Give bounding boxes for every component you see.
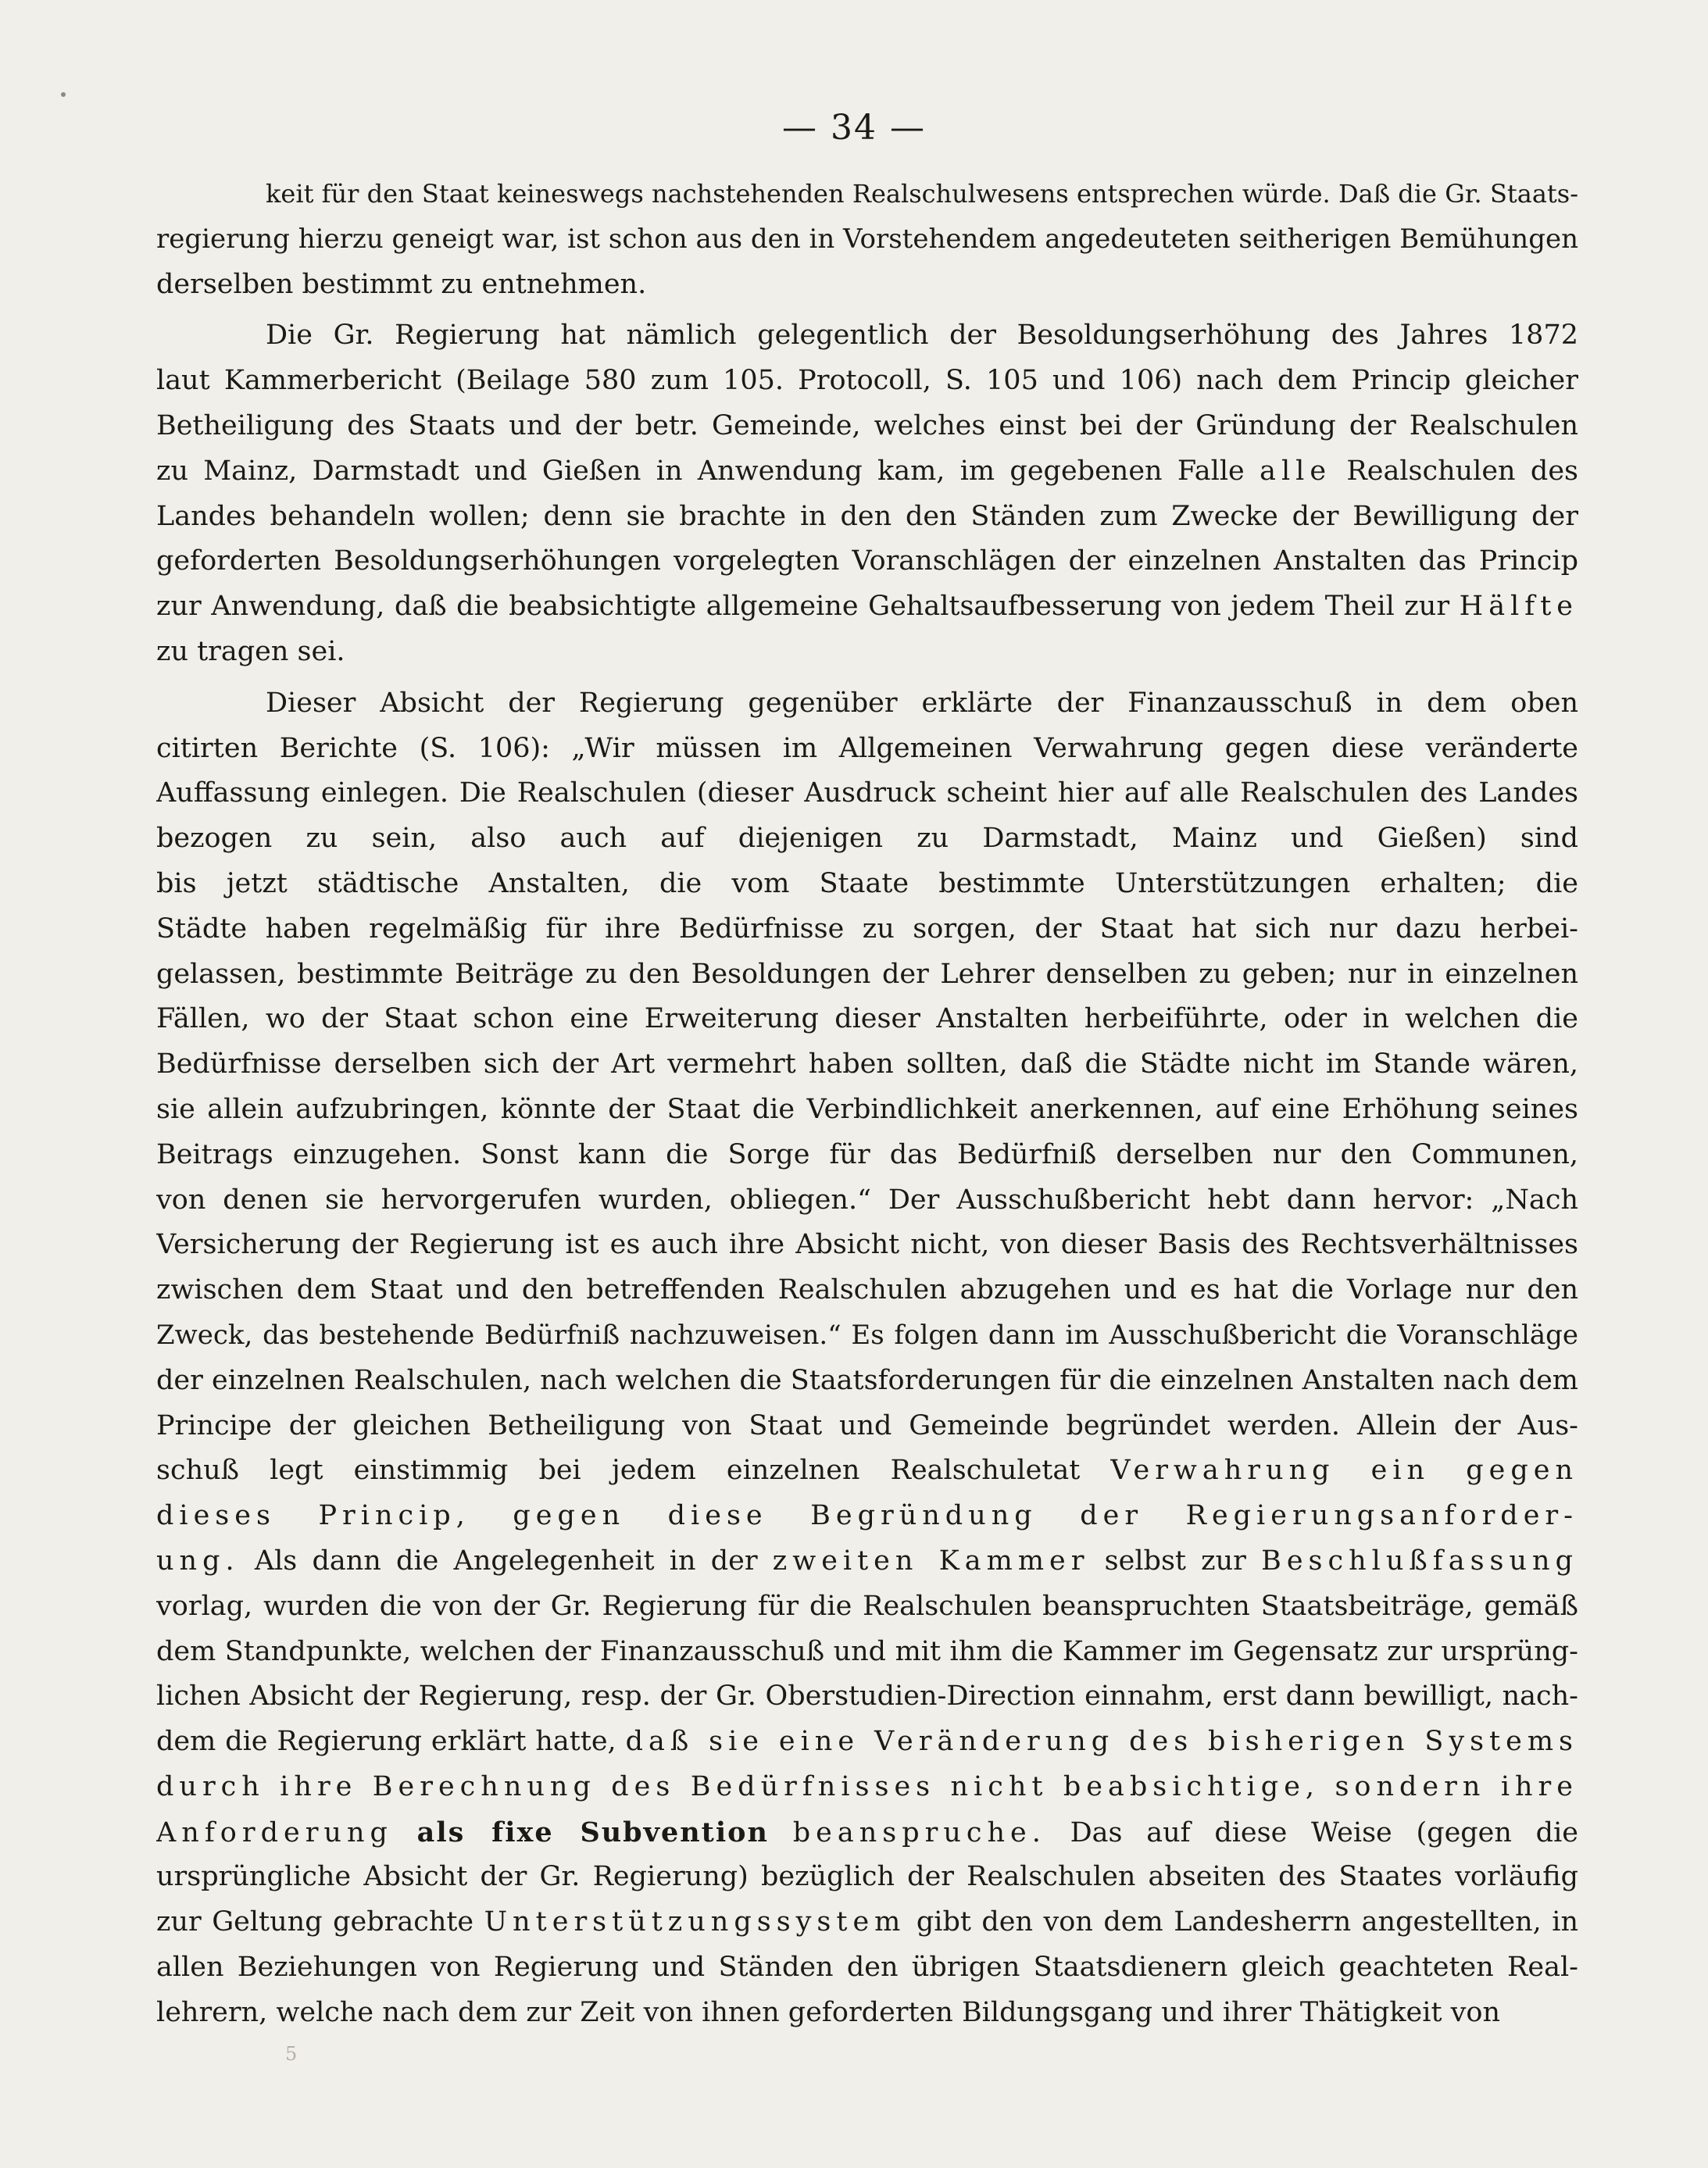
- spaced-emphasis: ung.: [156, 1545, 240, 1577]
- text-line: [156, 1630, 1578, 1675]
- text-line: [156, 1268, 1578, 1313]
- body-text: [156, 172, 1578, 2036]
- text-line: [156, 1539, 1578, 1584]
- text-line: [156, 1223, 1578, 1268]
- text-line: [156, 862, 1578, 907]
- text-line: [156, 263, 1578, 308]
- text-line: [156, 584, 1578, 630]
- text-line: [156, 771, 1578, 816]
- ink-spot: [61, 92, 66, 97]
- text-segment: dem die Regierung erklärt hatte,: [156, 1726, 626, 1758]
- footer-mark: 5: [285, 2043, 298, 2065]
- text-line: [156, 217, 1578, 263]
- text-line: [156, 1404, 1578, 1449]
- spaced-emphasis: Unterstützungssystem: [484, 1906, 906, 1938]
- spaced-emphasis: Verwahrung ein gegen: [1110, 1455, 1578, 1487]
- text-segment: zwischen dem Staat und den betreffenden Realschulen abzugehen und es hat die Vorlage nur den: [156, 1274, 1578, 1306]
- text-line: [156, 816, 1578, 862]
- text-segment: [769, 1817, 793, 1848]
- text-line: [156, 952, 1578, 998]
- text-segment: selbst zur: [1089, 1545, 1262, 1577]
- text-line: [156, 1674, 1578, 1720]
- text-segment: Dieser Absicht der Regierung gegenüber erklärte der Finanzausschuß in dem oben: [266, 687, 1578, 719]
- text-line: [156, 1765, 1578, 1810]
- text-line: [156, 681, 1578, 727]
- text-line: [156, 1088, 1578, 1133]
- text-segment: gelassen, bestimmte Beiträge zu den Besoldungen der Lehrer denselben zu geben; nur in einzelnen: [156, 958, 1578, 990]
- text-segment: Städte haben regelmäßig für ihre Bedürfnisse zu sorgen, der Staat hat sich nur dazu herbei-: [156, 913, 1578, 945]
- text-segment: geforderten Besoldungserhöhungen vorgelegten Voranschlägen der einzelnen Anstalten das Princip: [156, 545, 1578, 577]
- text-line: [156, 495, 1578, 540]
- text-segment: bis jetzt städtische Anstalten, die vom Staate bestimmte Unterstützungen erhalten; die: [156, 867, 1578, 899]
- text-segment: zur Geltung gebrachte: [156, 1906, 484, 1938]
- spaced-emphasis: Anforderung: [156, 1816, 393, 1848]
- text-segment: zu tragen sei.: [156, 635, 345, 667]
- text-line: [156, 907, 1578, 952]
- text-segment: citirten Berichte (S. 106): „Wir müssen im Allgemeinen Verwahrung gegen diese veränderte: [156, 732, 1578, 764]
- text-segment: derselben bestimmt zu entnehmen.: [156, 268, 647, 300]
- text-segment: sie allein aufzubringen, könnte der Staat die Verbindlichkeit anerkennen, auf eine Erhöhung seines: [156, 1093, 1578, 1125]
- text-line: [156, 1133, 1578, 1178]
- spaced-emphasis: dieses Princip, gegen diese Begründung der Regierungsanforder-: [156, 1500, 1578, 1532]
- text-segment: zu Mainz, Darmstadt und Gießen in Anwendung kam, im gegebenen Falle: [156, 455, 1260, 487]
- text-line: [156, 1042, 1578, 1088]
- text-line: [156, 404, 1578, 449]
- text-segment: lehrern, welche nach dem zur Zeit von ihnen geforderten Bildungsgang und ihrer Thätigkeit von: [156, 1996, 1501, 2028]
- text-segment: Fällen, wo der Staat schon eine Erweiterung dieser Anstalten herbeiführte, oder in welchen die: [156, 1003, 1578, 1035]
- text-segment: laut Kammerbericht (Beilage 580 zum 105. Protocoll, S. 105 und 106) nach dem Princip gleicher: [156, 365, 1578, 397]
- text-line: [156, 172, 1578, 217]
- text-segment: zur Anwendung, daß die beabsichtigte allgemeine Gehaltsaufbesserung von jedem Theil zur: [156, 591, 1460, 623]
- text-line: [156, 1991, 1578, 2036]
- spaced-emphasis: zweiten Kammer: [772, 1545, 1090, 1577]
- text-segment: vorlag, wurden die von der Gr. Regierung für die Realschulen beanspruchten Staatsbeiträge, gemäß: [156, 1590, 1578, 1622]
- spaced-emphasis: Beschlußfassung: [1261, 1545, 1578, 1577]
- text-line: [156, 313, 1578, 359]
- text-segment: dem Standpunkte, welchen der Finanzausschuß und mit ihm die Kammer im Gegensatz zur ursprüng-: [156, 1635, 1578, 1667]
- text-line: [156, 997, 1578, 1042]
- text-line: [156, 449, 1578, 495]
- text-line: [156, 359, 1578, 404]
- text-segment: Versicherung der Regierung ist es auch ihre Absicht nicht, von dieser Basis des Rechtsverhältnisses: [156, 1229, 1578, 1261]
- text-segment: Als dann die Angelegenheit in der: [239, 1545, 773, 1577]
- text-segment: ursprüngliche Absicht der Gr. Regierung) bezüglich der Realschulen abseiten des Staates vorläufig: [156, 1861, 1578, 1893]
- text-segment: Das auf diese Weise (gegen die: [1045, 1816, 1578, 1848]
- spaced-emphasis: durch ihre Berechnung des Bedürfnisses nicht beabsichtige, sondern ihre: [156, 1770, 1578, 1802]
- text-line: [156, 1855, 1578, 1900]
- text-segment: allen Beziehungen von Regierung und Ständen den übrigen Staatsdienern gleich geachteten Real-: [156, 1952, 1578, 1984]
- text-line: [156, 1494, 1578, 1539]
- text-segment: der einzelnen Realschulen, nach welchen die Staatsforderungen für die einzelnen Anstalten nach dem: [156, 1364, 1578, 1396]
- text-line: [156, 1810, 1578, 1855]
- text-line: [156, 1448, 1578, 1494]
- text-line: [156, 1945, 1578, 1991]
- text-line: [156, 1900, 1578, 1945]
- text-segment: Realschulen des: [1331, 455, 1578, 487]
- spaced-emphasis: daß sie eine Veränderung des bisherigen Systems: [625, 1726, 1578, 1758]
- text-segment: Die Gr. Regierung hat nämlich gelegentlich der Besoldungserhöhung des Jahres 1872: [266, 320, 1578, 352]
- text-segment: Auffassung einlegen. Die Realschulen (dieser Ausdruck scheint hier auf alle Realschulen des Landes: [156, 777, 1578, 809]
- text-line: [156, 727, 1578, 772]
- text-segment: keit für den Staat keineswegs nachstehenden Realschulwesens entsprechen würde. Daß die Gr. Staats-: [266, 179, 1578, 209]
- text-line: [156, 539, 1578, 584]
- text-segment: schuß legt einstimmig bei jedem einzelnen Realschuletat: [156, 1455, 1111, 1487]
- page-number: — 34 —: [782, 108, 926, 148]
- text-segment: von denen sie hervorgerufen wurden, obliegen.“ Der Ausschußbericht hebt dann hervor: „Nach: [156, 1184, 1578, 1216]
- text-line: [156, 1178, 1578, 1223]
- text-segment: Betheiligung des Staats und der betr. Gemeinde, welches einst bei der Gründung der Realschulen: [156, 409, 1578, 441]
- text-segment: bezogen zu sein, also auch auf diejenigen zu Darmstadt, Mainz und Gießen) sind: [156, 823, 1578, 855]
- bold-phrase: als fixe Subvention: [416, 1816, 769, 1848]
- text-segment: Principe der gleichen Betheiligung von Staat und Gemeinde begründet werden. Allein der Aus-: [156, 1409, 1578, 1441]
- text-line: [156, 1359, 1578, 1404]
- text-segment: Landes behandeln wollen; denn sie brachte in den den Ständen zum Zwecke der Bewilligung der: [156, 500, 1578, 532]
- text-line: [156, 1584, 1578, 1630]
- text-line: [156, 1720, 1578, 1765]
- text-segment: lichen Absicht der Regierung, resp. der Gr. Oberstudien-Direction einnahm, erst dann bewilligt, nach-: [156, 1680, 1578, 1713]
- text-segment: Bedürfnisse derselben sich der Art vermehrt haben sollten, daß die Städte nicht im Stande wären,: [156, 1048, 1578, 1080]
- text-segment: gibt den von dem Landesherrn angestellten, in: [906, 1906, 1578, 1938]
- spaced-emphasis: beanspruche.: [792, 1816, 1046, 1848]
- text-segment: Beitrags einzugehen. Sonst kann die Sorge für das Bedürfniß derselben nur den Communen,: [156, 1138, 1578, 1170]
- text-segment: [393, 1817, 417, 1848]
- spaced-emphasis: alle: [1260, 455, 1332, 487]
- text-segment: regierung hierzu geneigt war, ist schon aus den in Vorstehendem angedeuteten seitherigen Bemühungen: [156, 223, 1578, 255]
- text-line: [156, 1313, 1578, 1359]
- text-segment: Zweck, das bestehende Bedürfniß nachzuweisen.“ Es folgen dann im Ausschußbericht die Voranschläge: [156, 1319, 1578, 1351]
- text-line: [156, 630, 1578, 675]
- spaced-emphasis: Hälfte: [1459, 591, 1578, 623]
